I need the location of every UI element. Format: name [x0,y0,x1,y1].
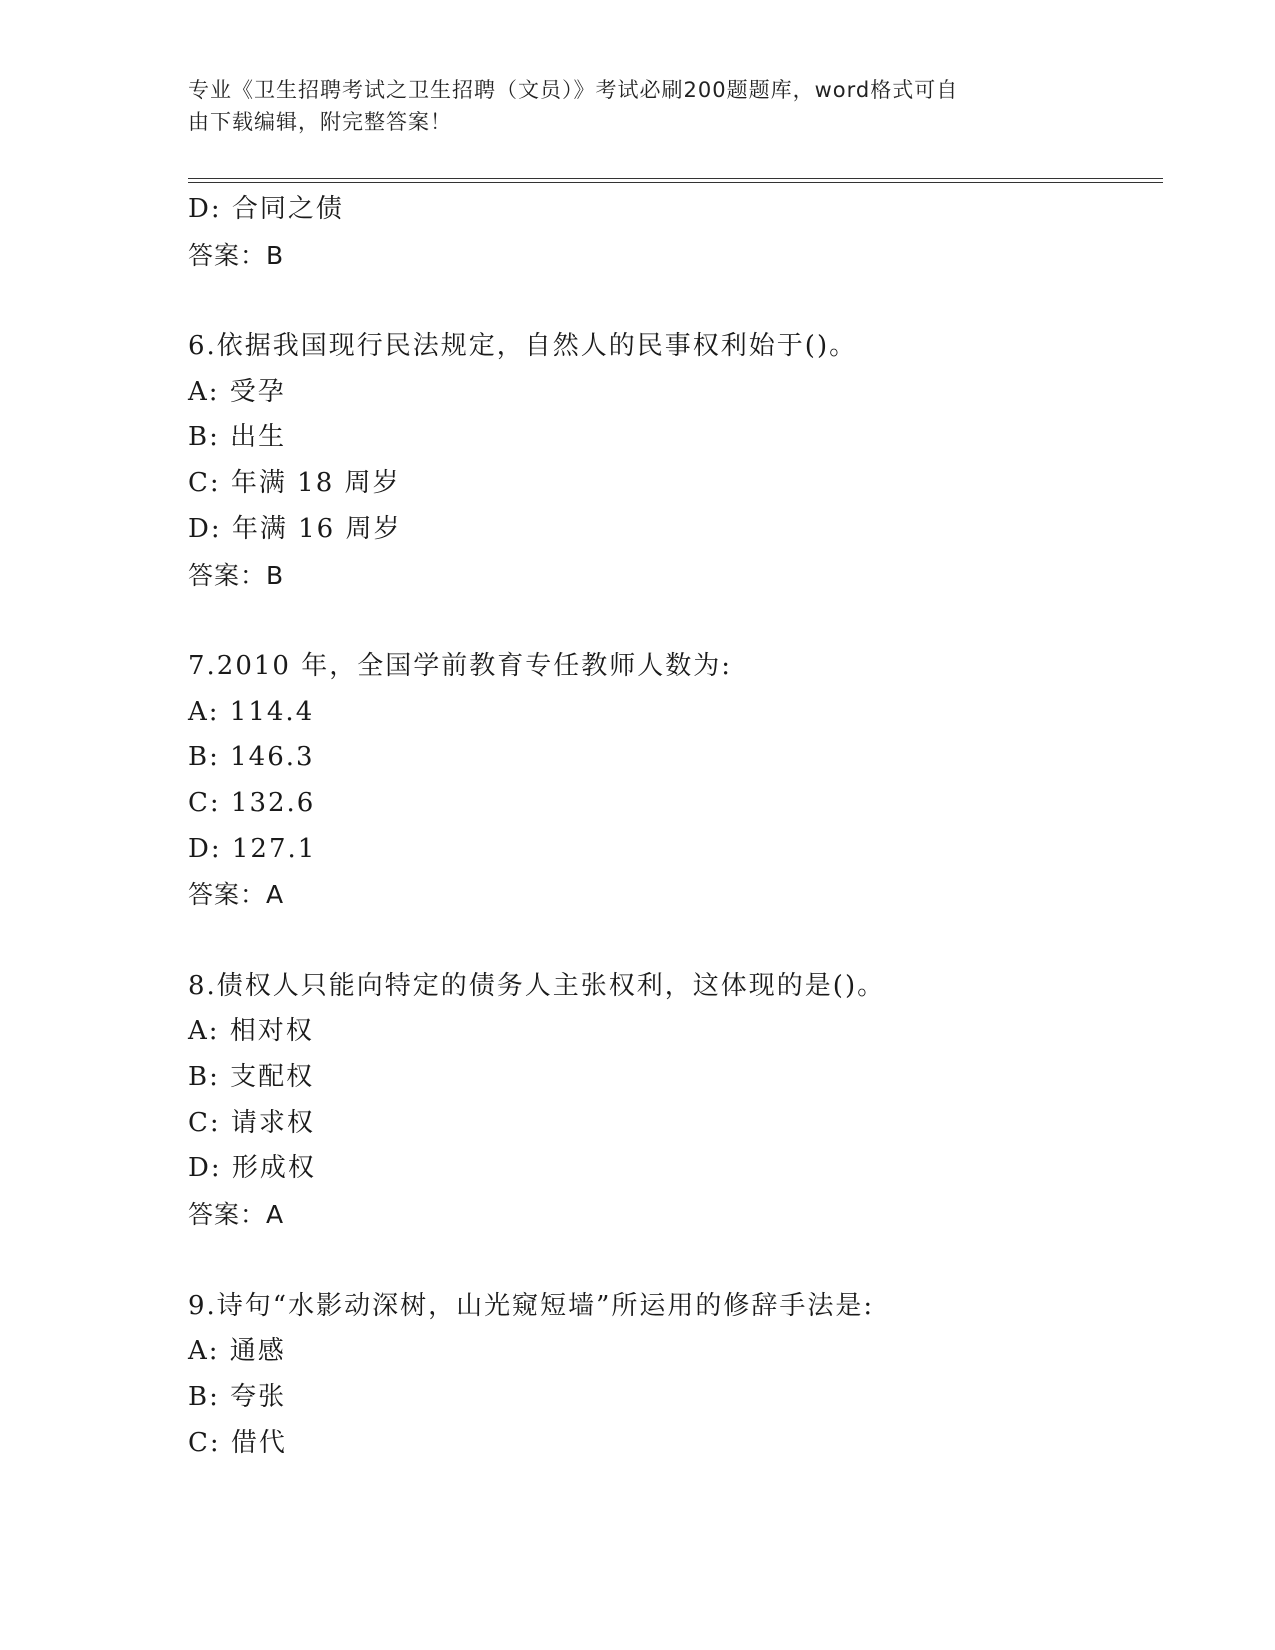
q6-option-c: C: 年满 18 周岁 [188,468,401,499]
q7-option-d: D: 127.1 [188,833,317,864]
q6-answer: 答案：B [188,560,285,590]
q8-option-b: B: 支配权 [188,1062,315,1093]
spacer [188,598,1148,644]
q8-option-a: A: 相对权 [188,1016,314,1047]
question-5-tail [188,187,1148,278]
spacer [188,278,1148,324]
q6-question: 6.依据我国现行民法规定，自然人的民事权利始于()。 [188,331,858,362]
question-9 [188,1284,1148,1467]
q5-answer: 答案：B [188,240,285,270]
question-6 [188,324,1148,598]
q6-option-b: B: 出生 [188,422,287,453]
header-rule-bottom [188,182,1163,183]
q9-option-c: C: 借代 [188,1427,287,1458]
q7-option-a: A: 114.4 [188,696,315,727]
question-8 [188,964,1148,1238]
document-header [188,74,1068,138]
q5-option-d: D: 合同之债 [188,194,344,224]
spacer [188,918,1148,964]
q8-question: 8.债权人只能向特定的债务人主张权利，这体现的是()。 [188,970,886,1001]
q7-answer: 答案：A [188,880,285,910]
q7-question: 7.2010 年，全国学前教育专任教师人数为: [188,650,732,681]
q6-option-d: D: 年满 16 周岁 [188,513,402,544]
document-body [188,187,1148,1466]
q9-option-a: A: 通感 [188,1336,286,1367]
q7-option-c: C: 132.6 [188,787,316,818]
spacer [188,1238,1148,1284]
question-7 [188,644,1148,918]
q8-answer: 答案：A [188,1200,285,1230]
q7-option-b: B: 146.3 [188,742,315,773]
header-title-line-2: 由下载编辑，附完整答案！ [188,110,452,134]
header-title-line-1: 专业《卫生招聘考试之卫生招聘（文员）》考试必刷200题题库，word格式可自 [188,78,959,102]
q6-option-a: A: 受孕 [188,376,286,407]
q9-question: 9.诗句“水影动深树，山光窥短墙”所运用的修辞手法是: [188,1290,875,1321]
q9-option-b: B: 夸张 [188,1381,287,1412]
q8-option-c: C: 请求权 [188,1107,315,1138]
q8-option-d: D: 形成权 [188,1153,316,1184]
header-rule-top [188,178,1163,179]
